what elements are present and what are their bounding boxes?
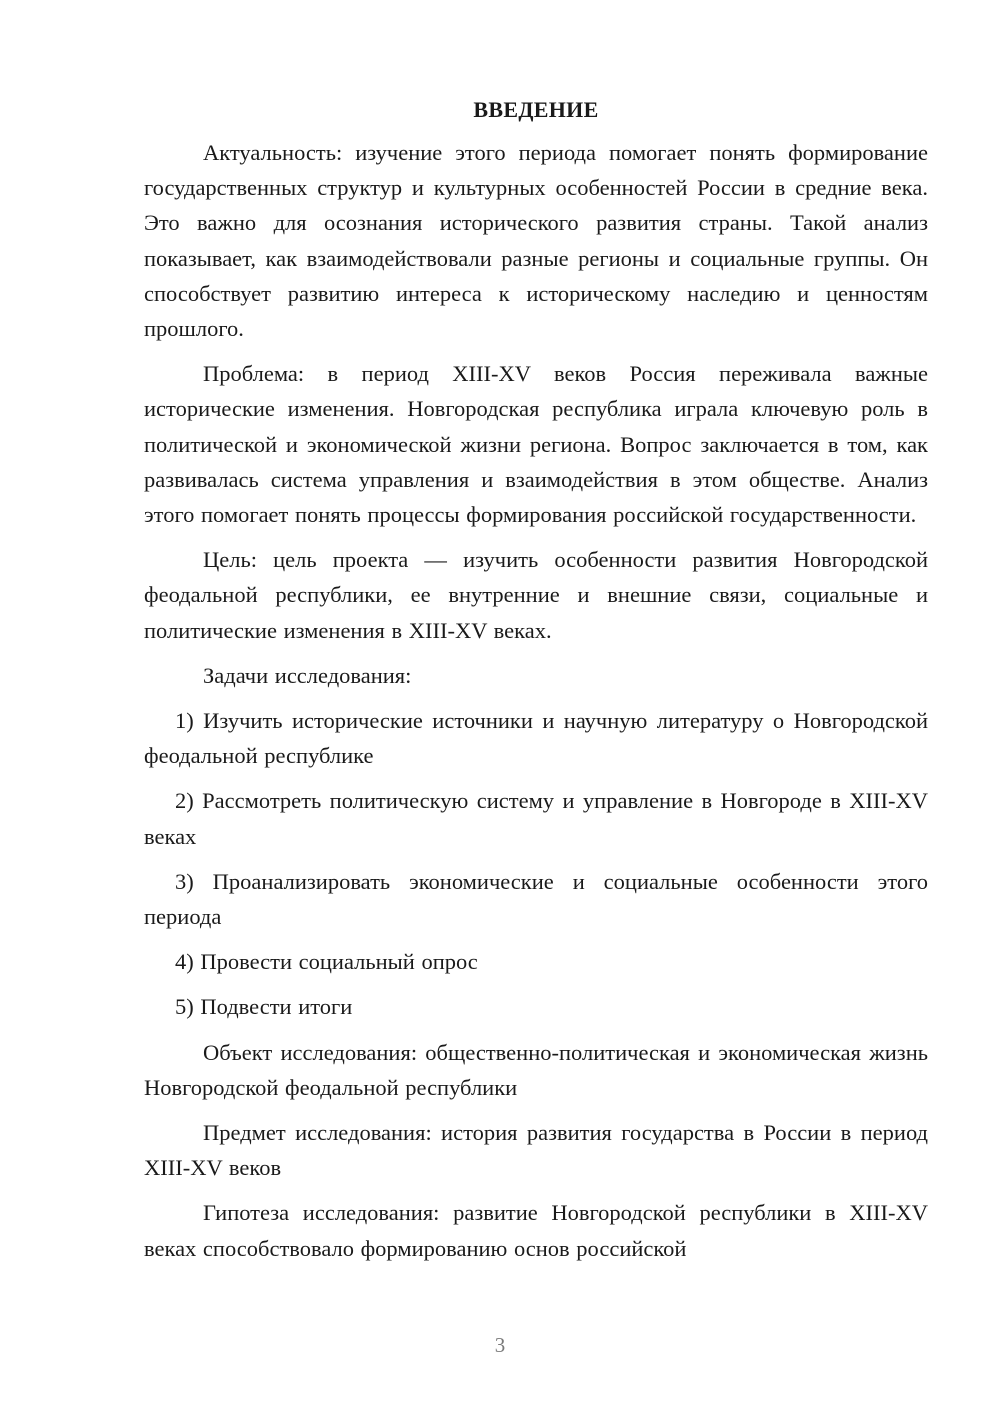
page-number: 3 bbox=[494, 1333, 506, 1357]
tasks-heading: Задачи исследования: bbox=[203, 662, 412, 688]
hypothesis-paragraph: Гипотеза исследования: развитие Новгородской республики в XIII-XV веках способствовало формированию основ российской bbox=[144, 1200, 928, 1261]
task-item: 3) Проанализировать экономические и социальные особенности этого периода bbox=[144, 868, 928, 930]
task-item: 5) Подвести итоги bbox=[175, 994, 353, 1020]
goal-paragraph: Цель: цель проекта — изучить особенности развития Новгородской феодальной республики, ее внутренние и внешние связи, социальные и политические изменения в XIII-XV веках. bbox=[144, 547, 928, 643]
task-item: 4) Провести социальный опрос bbox=[175, 949, 478, 975]
problem-paragraph: Проблема: в период XIII-XV веков Россия переживала важные исторические изменения. Новгородская республика играла ключевую роль в политической и экономической жизни региона. Вопрос заключается в том, как развивалась система управления и взаимодействия в этом обществе. Анализ этого помогает понять процессы формирования российской государственности. bbox=[144, 361, 928, 528]
task-item: 2) Рассмотреть политическую систему и управление в Новгороде в XIII-XV веках bbox=[144, 788, 928, 849]
document-page bbox=[144, 92, 928, 1276]
subject-paragraph: Предмет исследования: история развития государства в России в период XIII-XV веков bbox=[144, 1120, 928, 1181]
object-paragraph: Объект исследования: общественно-политическая и экономическая жизнь Новгородской феодальной республики bbox=[144, 1039, 928, 1100]
relevance-paragraph: Актуальность: изучение этого периода помогает понять формирование государственных структур и культурных особенностей России в средние века. Это важно для осознания исторического развития страны. Такой анализ показывает, как взаимодействовали разные регионы и социальные группы. Он способствует развитию интереса к историческому наследию и ценностям прошлого. bbox=[144, 140, 928, 342]
task-item: 1) Изучить исторические источники и научную литературу о Новгородской феодальной республике bbox=[144, 708, 928, 769]
page-title: ВВЕДЕНИЕ bbox=[473, 97, 599, 122]
